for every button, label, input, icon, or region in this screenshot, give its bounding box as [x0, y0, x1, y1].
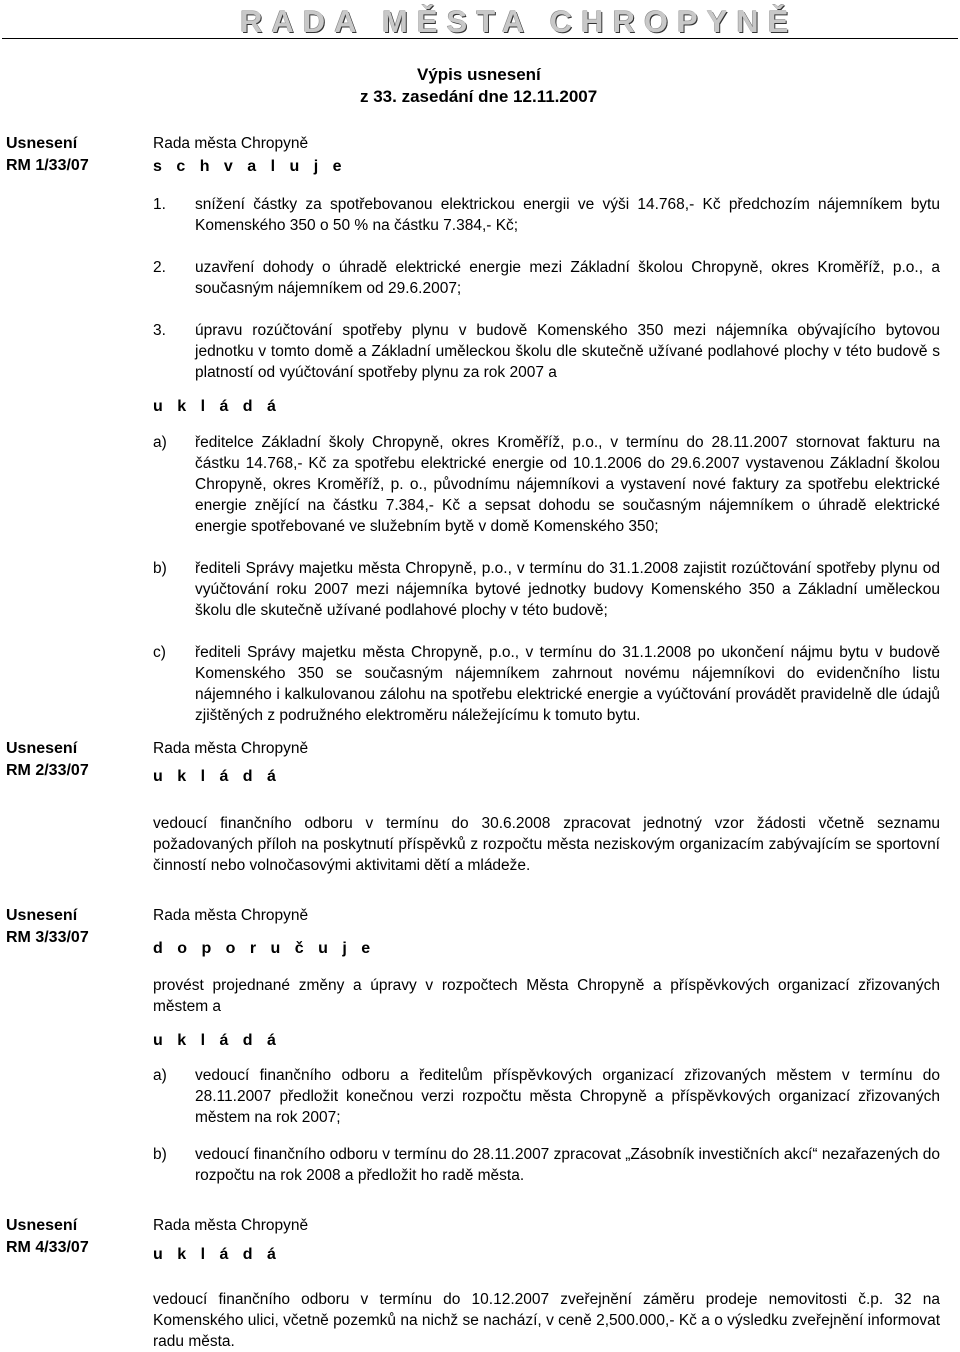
title-divider: [2, 38, 958, 39]
imposes-verb: u k l á d á: [153, 768, 281, 785]
item-text: řediteli Správy majetku města Chropyně, p.o., v termínu do 31.1.2008 zajistit rozúčtování spotřeby plynu od vyúčtování roku 2007 mezi nájemníka bytové jednotky budovy Komenského 350 a Základní uměleckou školu dle skutečně užívané podlahové plochy v této budově;: [195, 560, 940, 619]
list-item: [153, 194, 940, 236]
resolution-label: [6, 133, 116, 177]
resolution-label: [6, 738, 116, 782]
resolution-number: RM 2/33/07: [6, 762, 89, 779]
imposes-verb: u k l á d á: [153, 398, 281, 415]
resolution-body: [153, 1215, 940, 1352]
item-number: 3.: [153, 322, 166, 339]
resolution-text: provést projednané změny a úpravy v rozpočtech Města Chropyně a příspěvkových organizací zřizovaných městem a: [153, 977, 940, 1015]
item-number: 1.: [153, 196, 166, 213]
resolution-text: vedoucí finančního odboru v termínu do 10.12.2007 zveřejnění záměru prodeje nemovitosti č.p. 32 na Komenského ulici, včetně pozemků na nichž se nachází, v ceně 2,500.000,- Kč a o výsledku zveřejnění informovat radu města.: [153, 1291, 940, 1350]
item-text: řediteli Správy majetku města Chropyně, p.o., v termínu do 31.1.2008 po ukončení nájmu bytu v budově Komenského 350 se současným nájemníkem zahrnout novému nájemníkovi do evidenčního listu nájemného i kalkulovanou zálohu na spotřebu elektrické energie a vyúčtování provádět pravidelně dle údajů zjištěných z podružného elektroměru náležejícímu k tomuto bytu.: [195, 644, 940, 724]
list-item: [153, 257, 940, 299]
item-letter: a): [153, 1067, 167, 1084]
resolution-heading: Usnesení: [6, 740, 78, 757]
extract-heading: [360, 64, 597, 108]
imposes-verb: u k l á d á: [153, 1032, 281, 1049]
council-name: Rada města Chropyně: [153, 740, 309, 757]
item-text: vedoucí finančního odboru v termínu do 28.11.2007 zpracovat „Zásobník investičních akcí“ nezařazených do rozpočtu na rok 2008 a předložit ho radě města.: [195, 1146, 940, 1184]
resolution-body: [153, 738, 940, 876]
council-name: Rada města Chropyně: [153, 135, 309, 152]
item-letter: c): [153, 644, 166, 661]
list-item: [153, 1065, 940, 1128]
resolution-label: [6, 905, 116, 949]
item-letter: b): [153, 560, 167, 577]
list-item: [153, 558, 940, 621]
resolution-number: RM 1/33/07: [6, 157, 89, 174]
resolution-heading: Usnesení: [6, 907, 78, 924]
list-item: [153, 320, 940, 383]
item-text: úpravu rozúčtování spotřeby plynu v budově Komenského 350 mezi nájemníka obývajícího bytovou jednotku v tomto domě a Základní uměleckou školu dle skutečně užívané podlahové plochy v této budově s platností od vyúčtování spotřeby plynu za rok 2007 a: [195, 322, 940, 381]
item-text: ředitelce Základní školy Chropyně, okres Kroměříž, p.o., v termínu do 28.11.2007 stornovat fakturu na částku 14.768,- Kč za spotřebu elektrické energie od 10.1.2006 do 29.6.2007 vystavenou Základní školou Chropyně, okres Kroměříž, p. o., původnímu nájemníkovi a vystavení nové faktury za spotřebu elektrické energie znějící na částku 7.384,- Kč a sepsat dohodu se současným nájemníkem o úhradě elektrické energie spotřebované ve služebním bytě v domě Komenského 350;: [195, 434, 940, 535]
item-letter: b): [153, 1146, 167, 1163]
council-name: Rada města Chropyně: [153, 1217, 309, 1234]
resolution-heading: Usnesení: [6, 135, 78, 152]
resolution-number: RM 4/33/07: [6, 1239, 89, 1256]
list-item: [153, 1144, 940, 1186]
list-item: [153, 432, 940, 537]
item-text: uzavření dohody o úhradě elektrické energie mezi Základní školou Chropyně, okres Kroměříž, p.o., a současným nájemníkem od 29.6.2007;: [195, 259, 940, 297]
item-number: 2.: [153, 259, 166, 276]
resolution-number: RM 3/33/07: [6, 929, 89, 946]
resolution-body: [153, 133, 940, 726]
list-item: [153, 642, 940, 726]
extract-label: Výpis usnesení: [417, 65, 541, 84]
item-letter: a): [153, 434, 167, 451]
resolution-body: [153, 905, 940, 1186]
council-title: RADA MĚSTA CHROPYNĚ: [240, 4, 798, 39]
resolution-text: vedoucí finančního odboru v termínu do 30.6.2008 zpracovat jednotný vzor žádosti včetně seznamu požadovaných příloh na poskytnutí příspěvků z rozpočtu města neziskovým organizacím zabývajícím se sportovní činností nebo volnočasovými aktivitami dětí a mládeže.: [153, 815, 940, 874]
approves-verb: s c h v a l u j e: [153, 158, 347, 175]
recommends-verb: d o p o r u č u j e: [153, 940, 376, 957]
resolution-label: [6, 1215, 116, 1259]
council-name: Rada města Chropyně: [153, 907, 309, 924]
item-text: vedoucí finančního odboru a ředitelům příspěvkových organizací zřizovaných městem v termínu do 28.11.2007 předložit konečnou verzi rozpočtu města Chropyně a příspěvkových organizací zřizovaných městem na rok 2007;: [195, 1067, 940, 1126]
session-date: z 33. zasedání dne 12.11.2007: [360, 87, 598, 106]
resolution-heading: Usnesení: [6, 1217, 78, 1234]
item-text: snížení částky za spotřebovanou elektrickou energii ve výši 14.768,- Kč předchozím nájemníkem bytu Komenského 350 o 50 % na částku 7.384,- Kč;: [195, 196, 940, 234]
imposes-verb: u k l á d á: [153, 1246, 281, 1263]
